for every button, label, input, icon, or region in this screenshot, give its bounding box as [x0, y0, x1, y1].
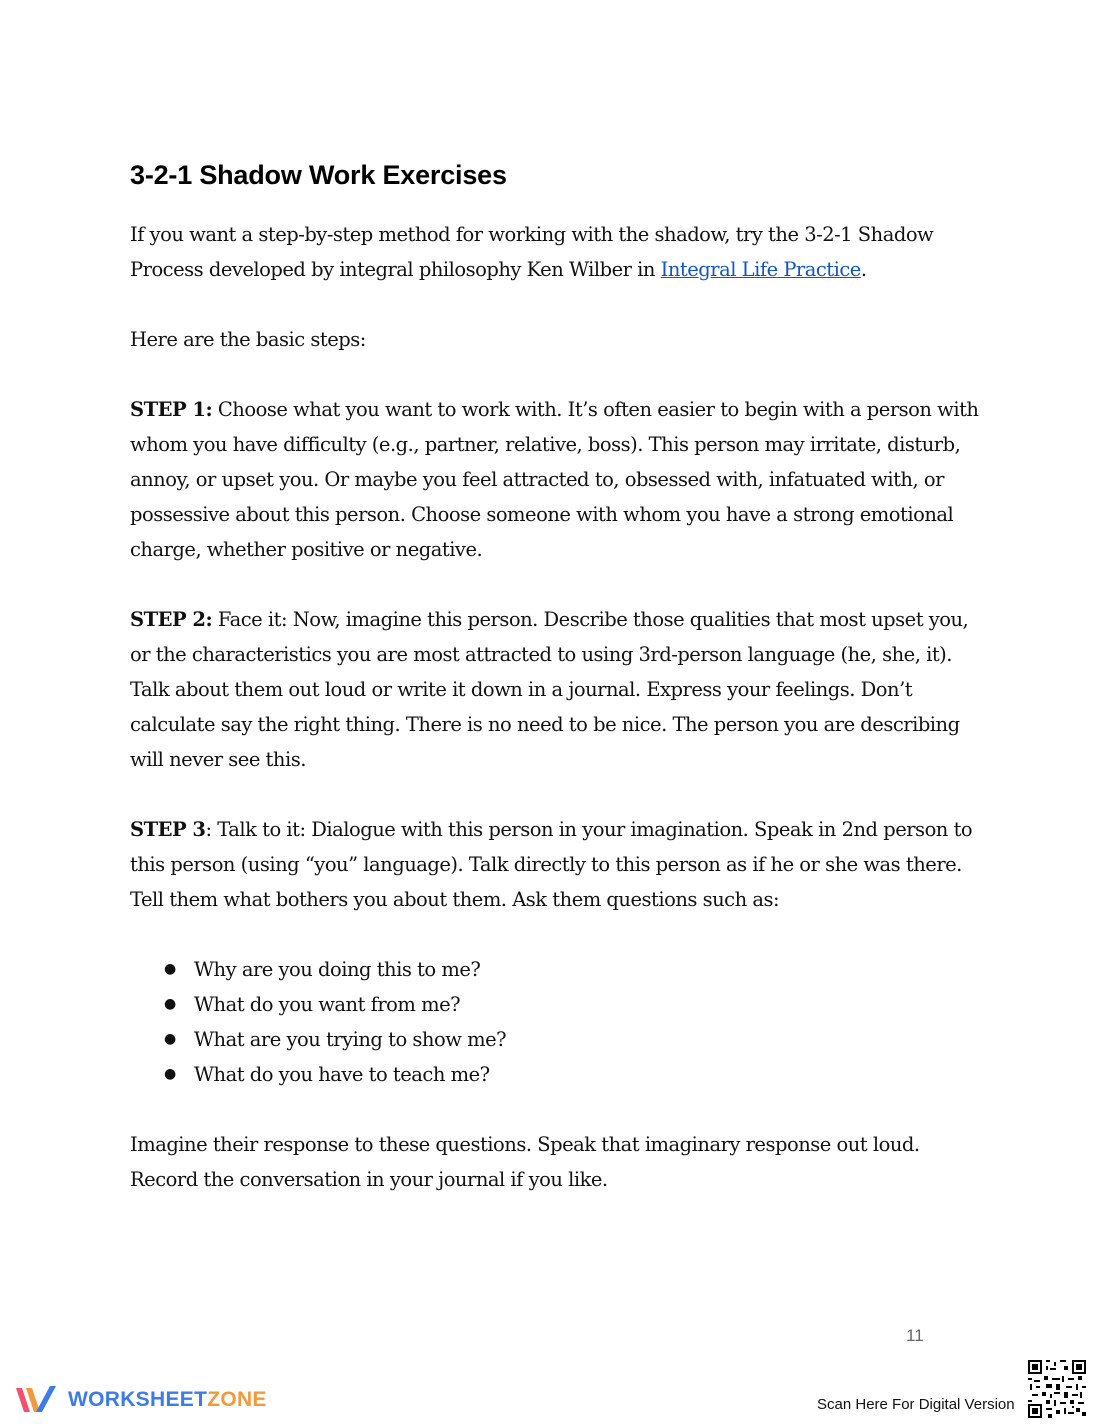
question-text: Why are you doing this to me?: [194, 958, 481, 981]
bullet-icon: ●: [164, 1031, 176, 1047]
step-3-paragraph: [130, 812, 980, 917]
question-text: What are you trying to show me?: [194, 1028, 507, 1051]
bullet-icon: ●: [164, 1066, 176, 1082]
intro-end: .: [860, 258, 867, 281]
question-text: What do you want from me?: [194, 993, 461, 1016]
worksheetzone-logo[interactable]: [14, 1384, 267, 1416]
page-content: [130, 160, 980, 1232]
list-item: [130, 952, 980, 987]
step-3-text: : Talk to it: Dialogue with this person in your imagination. Speak in 2nd person to this person (using “you” language). Talk directly to this person as if he or she was there. Tell them what bothers you about them. Ask them questions such as:: [130, 818, 973, 911]
logo-word-zone: ZONE: [207, 1388, 267, 1411]
scan-here-text: Scan Here For Digital Version: [817, 1396, 1015, 1413]
worksheetzone-logo-icon: [14, 1384, 58, 1416]
logo-wordmark: [68, 1388, 267, 1412]
list-item: [130, 1057, 980, 1092]
step-1-text: Choose what you want to work with. It’s often easier to begin with a person with whom you have difficulty (e.g., partner, relative, boss). This person may irritate, disturb, annoy, or upset you. Or maybe you feel attracted to, obsessed with, infatuated with, or possessive about this person. Choose someone with whom you have a strong emotional charge, whether positive or negative.: [130, 398, 979, 561]
page-title: 3-2-1 Shadow Work Exercises: [130, 160, 507, 190]
list-item: [130, 987, 980, 1022]
bullet-icon: ●: [164, 961, 176, 977]
question-text: What do you have to teach me?: [194, 1063, 490, 1086]
page-number: 11: [906, 1326, 924, 1345]
logo-word-worksheet: WORKSHEET: [68, 1388, 208, 1411]
step-3-label: STEP 3: [130, 818, 206, 841]
qr-code-icon[interactable]: [1028, 1360, 1086, 1418]
intro-text: If you want a step-by-step method for working with the shadow, try the 3-2-1 Shadow Process developed by integral philosophy Ken Wilber in: [130, 223, 934, 281]
step-2-text: Face it: Now, imagine this person. Describe those qualities that most upset you, or the characteristics you are most attracted to using 3rd-person language (he, she, it). Talk about them out loud or write it down in a journal. Express your feelings. Don’t calculate say the right thing. There is no need to be nice. The person you are describing will never see this.: [130, 608, 969, 771]
intro-paragraph: [130, 217, 980, 287]
step-1-paragraph: [130, 392, 980, 567]
step-2-label: STEP 2:: [130, 608, 213, 631]
basic-steps-intro: Here are the basic steps:: [130, 328, 366, 351]
list-item: [130, 1022, 980, 1057]
integral-life-practice-link[interactable]: Integral Life Practice: [660, 258, 861, 281]
step-2-paragraph: [130, 602, 980, 777]
closing-paragraph: Imagine their response to these questions. Speak that imaginary response out loud. Record the conversation in your journal if you like.: [130, 1133, 920, 1191]
bullet-icon: ●: [164, 996, 176, 1012]
question-list: [130, 952, 980, 1092]
step-1-label: STEP 1:: [130, 398, 213, 421]
